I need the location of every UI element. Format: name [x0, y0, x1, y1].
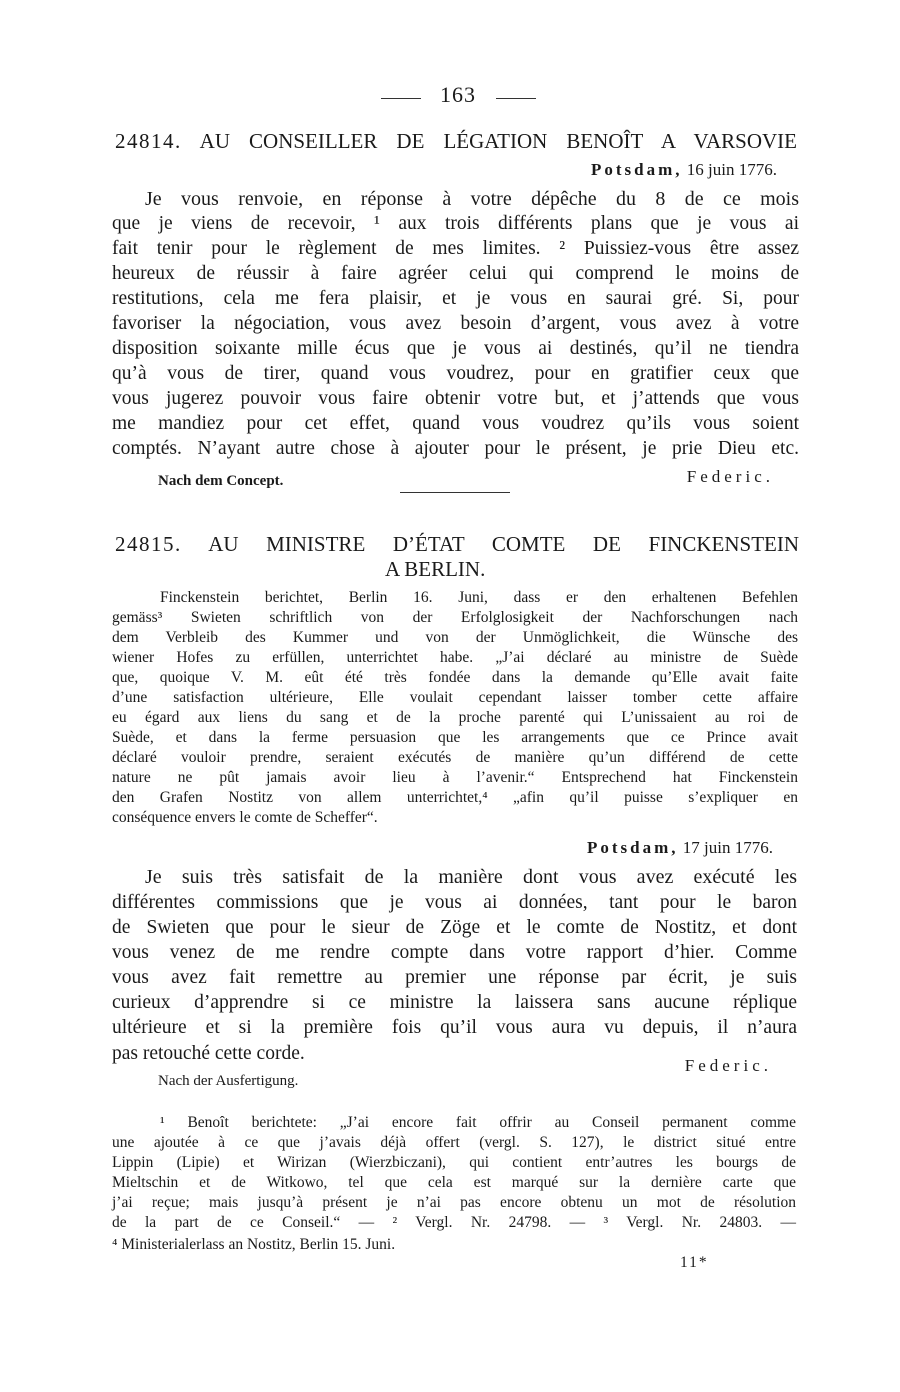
- letter-1-line: vous jugerez pouvoir vous faire obtenir votre but, et j’attends que vous: [112, 388, 799, 409]
- footnote-line: une ajoutée à ce que j’avais déjà offert (vergl. S. 127), le district situé entre: [112, 1134, 796, 1151]
- letter-2-summary-line: Suède, et dans la ferme persuasion que les arrangements que ce Prince avait: [112, 729, 798, 746]
- letter-2-summary-line: conséquence envers le comte de Scheffer“.: [112, 809, 378, 826]
- letter-1-heading: [115, 129, 797, 154]
- letter-1-title: AU CONSEILLER DE LÉGATION BENOÎT A VARSOVIE: [199, 129, 798, 153]
- footnote-line: Mieltschin et de Witkowo, tel que cela est marqué sur la dernière carte que: [112, 1174, 796, 1191]
- letter-1-number: 24814.: [115, 129, 182, 153]
- letter-2-date: 17 juin 1776.: [682, 838, 773, 857]
- letter-2-summary-line: gemäss³ Swieten schriftlich von der Erfolglosigkeit der Nachforschungen nach: [112, 609, 798, 626]
- letter-2-summary-line: déclaré vouloir prendre, seraient exécutés de manière qu’un différend de cette: [112, 749, 798, 766]
- letter-2-number: 24815.: [115, 532, 182, 556]
- page-number-rule-left: [381, 98, 421, 99]
- letter-2-title-line-2: A BERLIN.: [385, 557, 486, 581]
- letter-1-line: disposition soixante mille écus que je vous ai destinés, qu’il ne tiendra: [112, 338, 799, 359]
- letter-1-place-date: [591, 160, 777, 180]
- letter-2-summary-line: den Grafen Nostitz von allem unterrichtet,⁴ „afin qu’il puisse s’expliquer en: [112, 789, 798, 806]
- letter-separator-rule: [400, 492, 510, 493]
- letter-2-heading: [115, 532, 799, 557]
- letter-2-summary-line: Finckenstein berichtet, Berlin 16. Juni, dass er den erhaltenen Befehlen: [160, 589, 798, 606]
- page-number: 163: [440, 82, 476, 107]
- letter-1-line: qu’à vous de tirer, quand vous voudrez, pour en gratifier ceux que: [112, 363, 799, 384]
- letter-2-line: curieux d’apprendre si ce ministre la laissera sans aucune réplique: [112, 992, 797, 1013]
- footnote-line: j’ai reçue; mais jusqu’à présent je n’ai pas encore obtenu un mot de résolution: [112, 1194, 796, 1211]
- letter-2-line: de Swieten que pour le sieur de Zöge et le comte de Nostitz, et dont: [112, 917, 797, 938]
- letter-2-line: ultérieure et si la première fois qu’il vous aura vu depuis, il n’aura: [112, 1017, 797, 1038]
- letter-1-date: 16 juin 1776.: [686, 160, 777, 179]
- footnote-line: Lippin (Lipie) et Wirizan (Wierzbiczani), qui contient entr’autres les bourgs de: [112, 1154, 796, 1171]
- letter-1-line: comptés. N’ayant autre chose à ajouter pour le présent, je prie Dieu etc.: [112, 438, 799, 459]
- letter-2-summary-line: que, quoique V. M. eût été très fondée dans la demande qu’Elle avait faite: [112, 669, 798, 686]
- letter-1-city: Potsdam,: [591, 160, 683, 179]
- letter-2-line: vous avez fait remettre au premier une réponse par écrit, je suis: [112, 967, 797, 988]
- letter-2-summary-line: dem Verbleib des Kummer und von der Unmöglichkeit, die Wünsche des: [112, 629, 798, 646]
- letter-2-city: Potsdam,: [587, 838, 679, 857]
- page-number-rule-right: [496, 98, 536, 99]
- letter-2-summary-line: d’une satisfaction ultérieure, Elle voulait cependant laisser tomber cette affaire: [112, 689, 798, 706]
- letter-1-line: restitutions, cela me fera plaisir, et je vous en saurai gré. Si, pour: [112, 288, 799, 309]
- letter-2-signature: Federic.: [684, 1056, 772, 1075]
- signature-mark: 11*: [680, 1254, 709, 1271]
- letter-2-place-date: [587, 838, 773, 858]
- letter-1-signature: Federic.: [686, 467, 774, 486]
- letter-1-line: me mandiez pour cet effet, quand vous voudrez qu’ils vous soient: [112, 413, 799, 434]
- letter-2-line: vous venez de me rendre compte dans votre rapport d’hier. Comme: [112, 942, 797, 963]
- letter-1-line: que je viens de recevoir, ¹ aux trois différents plans que je vous ai: [112, 213, 799, 234]
- letter-2-summary-line: eu égard aux liens du sang et de la proche parenté qui L’unissaient au roi de: [112, 709, 798, 726]
- letter-1-source-note: Nach dem Concept.: [158, 473, 284, 489]
- letter-2-summary-line: wiener Hofes zu erfüllen, unterrichtet habe. „J’ai déclaré au ministre de Suède: [112, 649, 798, 666]
- letter-1-line: heureux de réussir à faire agréer celui qui comprend le moins de: [112, 263, 799, 284]
- footnote-line: ⁴ Ministerialerlass an Nostitz, Berlin 15. Juni.: [112, 1236, 396, 1253]
- letter-2-summary-line: nature ne pût jamais avoir lieu à l’avenir.“ Entsprechend hat Finckenstein: [112, 769, 798, 786]
- letter-2-title: AU MINISTRE D’ÉTAT COMTE DE FINCKENSTEIN: [208, 532, 800, 556]
- footnote-line: de la part de ce Conseil.“ — ² Vergl. Nr. 24798. — ³ Vergl. Nr. 24803. —: [112, 1214, 796, 1231]
- letter-2-line: différentes commissions que je vous ai données, tant pour le baron: [112, 892, 797, 913]
- letter-1-line: favoriser la négociation, vous avez besoin d’argent, vous avez à votre: [112, 313, 799, 334]
- letter-2-line: Je suis très satisfait de la manière dont vous avez exécuté les: [145, 866, 797, 888]
- letter-1-line: Je vous renvoie, en réponse à votre dépêche du 8 de ce mois: [145, 188, 799, 210]
- letter-1-line: fait tenir pour le règlement de mes limites. ² Puissiez-vous être assez: [112, 238, 799, 259]
- footnote-line: ¹ Benoît berichtete: „J’ai encore fait offrir au Conseil permanent comme: [160, 1114, 796, 1131]
- letter-2-line: pas retouché cette corde.: [112, 1043, 305, 1064]
- letter-2-source-note: Nach der Ausfertigung.: [158, 1073, 299, 1089]
